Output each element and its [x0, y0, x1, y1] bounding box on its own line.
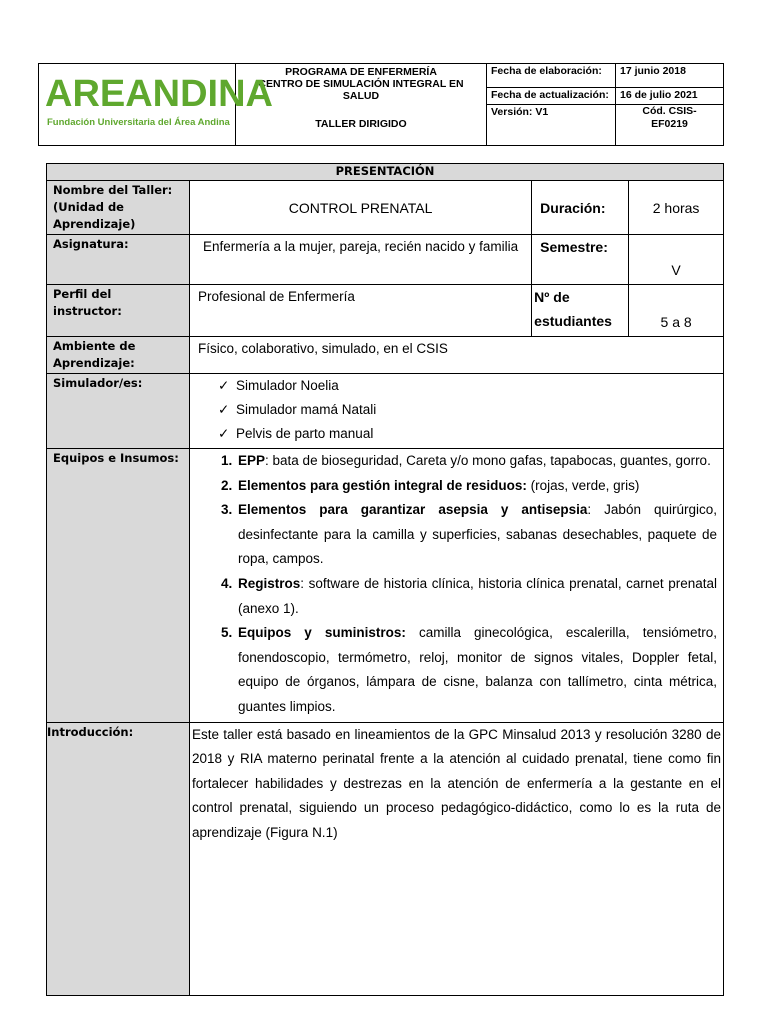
simulador-cell — [190, 374, 724, 449]
list-item: 3. Elementos para garantizar asepsia y antisepsia: Jabón quirúrgico, desinfectante para la camilla y superficies, sabanas desechables, paquete de ropa, campos. — [236, 498, 717, 572]
fecha-actualizacion-label: Fecha de actualización: — [487, 88, 616, 105]
list-item: 1. EPP: bata de bioseguridad, Careta y/o mono gafas, tapabocas, guantes, gorro. — [236, 449, 717, 474]
fecha-elaboracion-value: 17 junio 2018 — [616, 64, 724, 88]
nombre-taller-value: CONTROL PRENATAL — [190, 181, 532, 235]
version: Versión: V1 — [487, 105, 616, 146]
logo-subtitle: Fundación Universitaria del Área Andina — [47, 117, 230, 128]
presentation-table — [46, 163, 724, 996]
header-center — [236, 64, 487, 146]
fecha-elaboracion-label: Fecha de elaboración: — [487, 64, 616, 88]
semestre-label: Semestre: — [532, 235, 629, 285]
ambiente-value: Físico, colaborativo, simulado, en el CSIS — [190, 337, 724, 374]
check-icon: ✓ — [218, 402, 230, 417]
introduccion-cell — [190, 722, 724, 995]
check-icon: ✓ — [218, 378, 230, 393]
fecha-actualizacion-value: 16 de julio 2021 — [616, 88, 724, 105]
estudiantes-label: Nº de estudiantes — [532, 285, 629, 337]
simulador-label: Simulador/es: — [47, 374, 190, 449]
areandina-logo: AREANDINA — [45, 73, 273, 115]
doc-type: TALLER DIRIGIDO — [315, 118, 407, 130]
simulador-list — [190, 374, 723, 446]
duracion-label: Duración: — [532, 181, 629, 235]
equipos-list — [190, 449, 717, 720]
list-item: 2. Elementos para gestión integral de residuos: (rojas, verde, gris) — [236, 474, 717, 499]
logo-cell — [39, 64, 273, 146]
duracion-value: 2 horas — [629, 181, 724, 235]
perfil-value: Profesional de Enfermería — [190, 285, 532, 337]
semestre-value: V — [629, 235, 724, 285]
list-item: ✓ Simulador mamá Natali — [218, 398, 723, 422]
introduccion-label: Introducción: — [47, 722, 190, 995]
perfil-label: Perfil del instructor: — [47, 285, 190, 337]
introduccion-text: Este taller está basado en lineamientos de la GPC Minsalud 2013 y resolución 3280 de 2018 y RIA materno perinatal frente a la atención al cuidado prenatal, tiene como fin fortalecer habilidades y destrezas en la atención de enfermería a la gestante en el control prenatal, siguiendo un proceso pedagógico-didáctico, como lo es la ruta de aprendizaje (Figura N.1) — [192, 726, 721, 840]
section-title: PRESENTACIÓN — [47, 164, 724, 181]
check-icon: ✓ — [218, 426, 230, 441]
program-title: PROGRAMA DE ENFERMERÍA — [285, 66, 437, 78]
center-title: CENTRO DE SIMULACIÓN INTEGRAL EN SALUD — [258, 78, 464, 102]
asignatura-label: Asignatura: — [47, 235, 190, 285]
list-item: 5. Equipos y suministros: camilla ginecológica, escalerilla, tensiómetro, fonendoscopio, termómetro, reloj, monitor de signos vitales, Doppler fetal, equipo de órganos, lámpara de cisne, balanza con tallímetro, cinta métrica, guantes limpios. — [236, 621, 717, 719]
list-item: ✓ Pelvis de parto manual — [218, 422, 723, 446]
equipos-label: Equipos e Insumos: — [47, 449, 190, 723]
estudiantes-value: 5 a 8 — [629, 285, 724, 337]
equipos-cell — [190, 449, 724, 723]
asignatura-value: Enfermería a la mujer, pareja, recién nacido y familia — [190, 235, 532, 285]
codigo: Cód. CSIS-EF0219 — [616, 105, 724, 146]
list-item: 4. Registros: software de historia clínica, historia clínica prenatal, carnet prenatal (anexo 1). — [236, 572, 717, 621]
document-header — [38, 63, 724, 146]
ambiente-label: Ambiente de Aprendizaje: — [47, 337, 190, 374]
list-item: ✓ Simulador Noelia — [218, 374, 723, 398]
nombre-taller-label: Nombre del Taller: (Unidad de Aprendizaje) — [47, 181, 190, 235]
